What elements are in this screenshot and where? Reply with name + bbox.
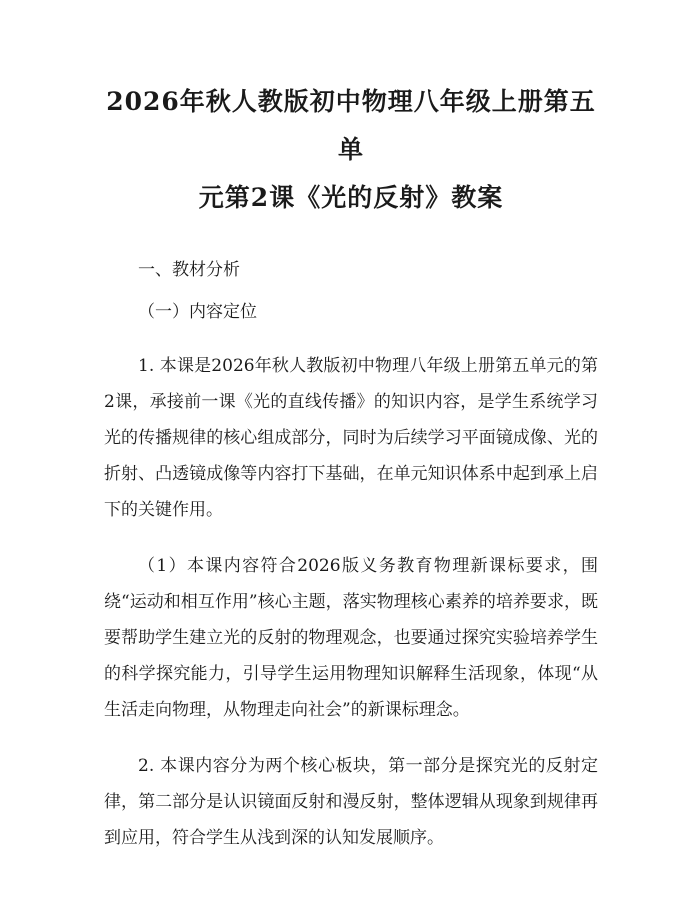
- subsection-heading: （一）内容定位: [138, 302, 257, 322]
- document-title: [104, 78, 598, 222]
- paragraph-2: （1）本课内容符合2026版义务教育物理新课标要求，围绕“运动和相互作用”核心主题，落实物理核心素养的培养要求，既要帮助学生建立光的反射的物理观念，也要通过探究实验培养学生的科学探究能力，引导学生运用物理知识解释生活现象，体现“从生活走向物理，从物理走向社会”的新课标理念。: [104, 556, 598, 720]
- section-heading: 一、教材分析: [138, 260, 240, 280]
- paragraph-3: 2. 本课内容分为两个核心板块，第一部分是探究光的反射定律，第二部分是认识镜面反射和漫反射，整体逻辑从现象到规律再到应用，符合学生从浅到深的认知发展顺序。: [104, 756, 598, 848]
- title-line-2: 元第2课《光的反射》教案: [198, 183, 504, 212]
- paragraph-1: 1. 本课是2026年秋人教版初中物理八年级上册第五单元的第2课，承接前一课《光的直线传播》的知识内容，是学生系统学习光的传播规律的核心组成部分，同时为后续学习平面镜成像、光的折射、凸透镜成像等内容打下基础，在单元知识体系中起到承上启下的关键作用。: [104, 356, 598, 520]
- title-line-1: 2026年秋人教版初中物理八年级上册第五单: [106, 87, 596, 164]
